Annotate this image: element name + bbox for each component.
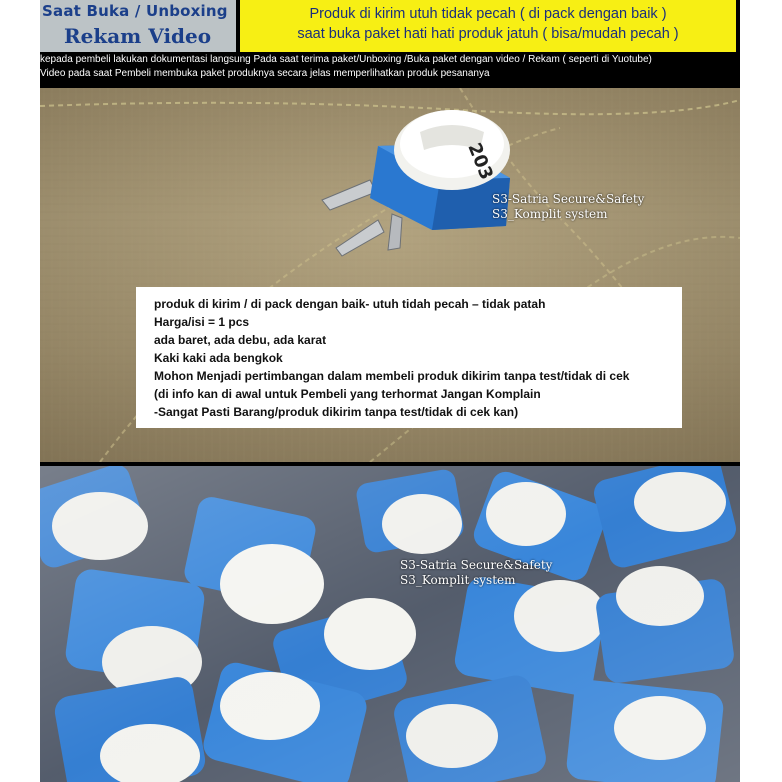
shipping-notice-banner — [240, 0, 736, 52]
product-description-box — [136, 287, 682, 428]
potentiometer-rotor — [394, 110, 510, 190]
shipping-notice-line1: Produk di kirim utuh tidak pecah ( di pack dengan baik ) — [309, 6, 667, 22]
documentation-instructions — [40, 52, 740, 88]
potentiometer-marking: 203 — [463, 140, 497, 183]
description-line-4: Kaki kaki ada bengkok — [154, 351, 283, 365]
instructions-line2: Video pada saat Pembeli membuka paket produknya secara jelas memperlihatkan produk pesananya — [40, 68, 490, 79]
shipping-notice-line2: saat buka paket hati hati produk jatuh ( bisa/mudah pecah ) — [297, 26, 679, 42]
listing-image-frame — [40, 0, 740, 782]
description-line-5: Mohon Menjadi pertimbangan dalam membeli produk dikirim tanpa test/tidak di cek — [154, 369, 630, 383]
description-line-6: (di info kan di awal untuk Pembeli yang terhormat Jangan Komplain — [154, 387, 541, 401]
description-line-1: produk di kirim / di pack dengan baik- utuh tidah pecah – tidak patah — [154, 297, 546, 311]
watermark-line1: S3-Satria Secure&Safety — [400, 558, 553, 572]
description-line-7: -Sangat Pasti Barang/produk dikirim tanpa test/tidak di cek kan) — [154, 405, 519, 419]
unboxing-banner — [40, 0, 236, 52]
watermark-photo1 — [492, 192, 644, 222]
watermark-photo2 — [400, 558, 552, 588]
watermark-line1: S3-Satria Secure&Safety — [492, 192, 645, 206]
bag-photo-graphic — [40, 466, 740, 782]
description-line-3: ada baret, ada debu, ada karat — [154, 333, 327, 347]
description-line-2: Harga/isi = 1 pcs — [154, 315, 250, 329]
instructions-line1: kepada pembeli lakukan dokumentasi langsung Pada saat terima paket/Unboxing /Buka paket dengan video / Rekam ( seperti di Yuotube) — [40, 54, 652, 65]
watermark-line2: S3_Komplit system — [400, 573, 516, 587]
unboxing-title: Saat Buka / Unboxing — [42, 2, 228, 20]
watermark-line2: S3_Komplit system — [492, 207, 608, 221]
bulk-potentiometers-photo — [40, 466, 740, 782]
record-video-title: Rekam Video — [64, 24, 212, 48]
